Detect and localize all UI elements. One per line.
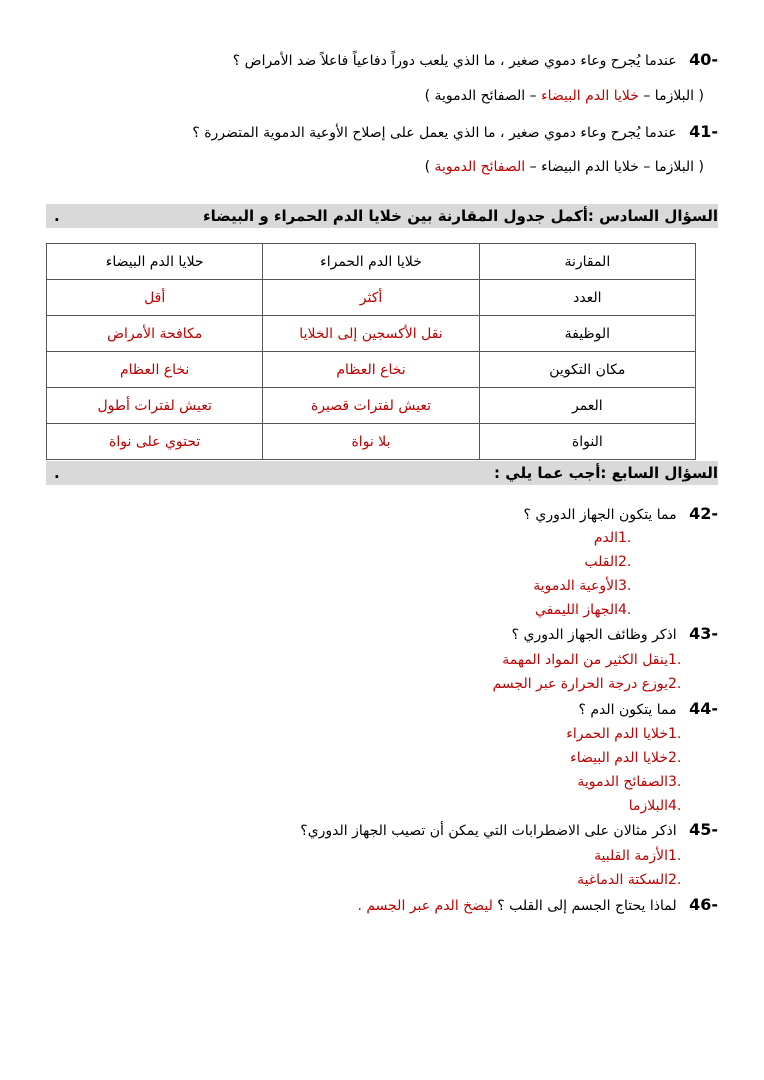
answer-text: ليضخ الدم عبر الجسم . [357,898,493,914]
table-cell-red-cells: نقل الأكسجين إلى الخلايا [263,316,479,352]
list-item: .1الدم [593,530,632,546]
table-cell-white-cells: مكافحة الأمراض [47,316,263,352]
list-item: .2السكتة الدماغية [577,872,682,888]
answer-text: الأزمة القلبية [594,848,668,864]
question-45 [300,820,718,839]
question-text: عندما يُجرح وعاء دموي صغير ، ما الذي يعمل على إصلاح الأوعية الدموية المتضررة ؟ [192,125,677,141]
question-text: مما يتكون الجهاز الدوري ؟ [523,507,677,523]
table-cell-red-cells: نخاع العظام [263,352,479,388]
list-item: .3الصفائح الدموية [577,774,682,790]
table-row [47,316,696,352]
choice-white-blood-cells-correct: خلايا الدم البيضاء [541,88,639,104]
table-cell-red-cells: بلا نواة [263,424,479,460]
table-row-label: العدد [479,280,695,316]
comparison-table [46,243,696,460]
section-title: السؤال السابع :أجب عما يلي : [494,464,718,482]
answer-choices-41 [425,159,704,175]
section-title: السؤال السادس :أكمل جدول المقارنة بين خلايا الدم الحمراء و البيضاء [203,207,718,225]
question-number: 46- [689,895,718,914]
choice-platelets: – الصفائح الدموية [434,88,542,104]
table-header-row [47,244,696,280]
question-46 [357,895,718,914]
list-item: .4البلازما [628,798,682,814]
table-row [47,280,696,316]
paren-open: ( [694,88,704,104]
question-text: اذكر مثالان على الاضطرابات التي يمكن أن تصيب الجهاز الدوري؟ [300,823,677,839]
choice-plasma: البلازما – [638,88,695,104]
choice-platelets-correct: الصفائح الدموية [434,159,526,175]
question-42 [524,504,718,523]
list-item: .3الأوعية الدموية [533,578,632,594]
question-number: 44- [689,699,718,718]
table-header-cell: حلايا الدم البيضاء [47,244,263,280]
table-header-cell: المقارنة [479,244,695,280]
answer-text: خلايا الدم البيضاء [570,750,668,766]
list-item: .1خلايا الدم الحمراء [566,726,682,742]
question-44 [578,699,718,718]
answer-text: الجهاز الليمفي [535,602,618,618]
question-text: عندما يُجرح وعاء دموي صغير ، ما الذي يلعب دوراً دفاعياً فاعلاً ضد الأمراض ؟ [232,53,677,69]
question-number: 41- [689,122,718,141]
answer-list-43 [493,648,704,696]
answer-text: الدم [593,530,618,546]
table-row [47,388,696,424]
section-7-heading [46,461,718,485]
question-number: 43- [689,624,718,643]
list-item: .2يوزع درجة الحرارة عبر الجسم [492,676,682,692]
list-item: .2خلايا الدم البيضاء [570,750,682,766]
answer-text: الصفائح الدموية [577,774,668,790]
table-row-label: الوظيفة [479,316,695,352]
section-6-heading [46,204,718,228]
table-header-cell: خلايا الدم الحمراء [263,244,479,280]
answer-text: السكتة الدماغية [577,872,668,888]
table-row-label: مكان التكوين [479,352,695,388]
table-row [47,424,696,460]
table-cell-red-cells: تعيش لفترات قصيرة [263,388,479,424]
section-dot: . [54,207,60,225]
table-cell-white-cells: تحتوي على نواة [47,424,263,460]
list-item: .1ينقل الكثير من المواد المهمة [502,652,682,668]
answer-text: البلازما [628,798,668,814]
question-43 [512,624,718,643]
paren-close: ) [424,88,435,104]
question-number: 45- [689,820,718,839]
section-dot: . [54,464,60,482]
choice-plasma-wbc: البلازما – خلايا الدم البيضاء – [525,159,695,175]
answer-text: الأوعية الدموية [533,578,618,594]
table-row-label: النواة [479,424,695,460]
table-row [47,352,696,388]
answer-text: القلب [584,554,618,570]
answer-choices-40 [425,88,704,104]
question-text: اذكر وظائف الجهاز الدوري ؟ [511,627,677,643]
answer-text: خلايا الدم الحمراء [566,726,668,742]
list-item: .4الجهاز الليمفي [535,602,632,618]
table-cell-white-cells: أقل [47,280,263,316]
list-item: .2القلب [584,554,632,570]
question-number: 42- [689,504,718,523]
answer-text: ينقل الكثير من المواد المهمة [502,652,668,668]
table-cell-white-cells: تعيش لفترات أطول [47,388,263,424]
list-item: .1الأزمة القلبية [594,848,682,864]
answer-list-44 [566,722,704,818]
question-40 [233,50,718,69]
answer-list-45 [577,844,704,892]
paren-close: ) [424,159,435,175]
table-cell-white-cells: نخاع العظام [47,352,263,388]
answer-text: يوزع درجة الحرارة عبر الجسم [492,676,668,692]
question-number: 40- [689,50,718,69]
paren-open: ( [694,159,704,175]
table-row-label: العمر [479,388,695,424]
question-text: مما يتكون الدم ؟ [578,702,677,718]
table-cell-red-cells: أكثر [263,280,479,316]
answer-list-42 [533,526,654,622]
question-41 [192,122,718,141]
question-text: لماذا يحتاج الجسم إلى القلب ؟ [492,898,677,914]
